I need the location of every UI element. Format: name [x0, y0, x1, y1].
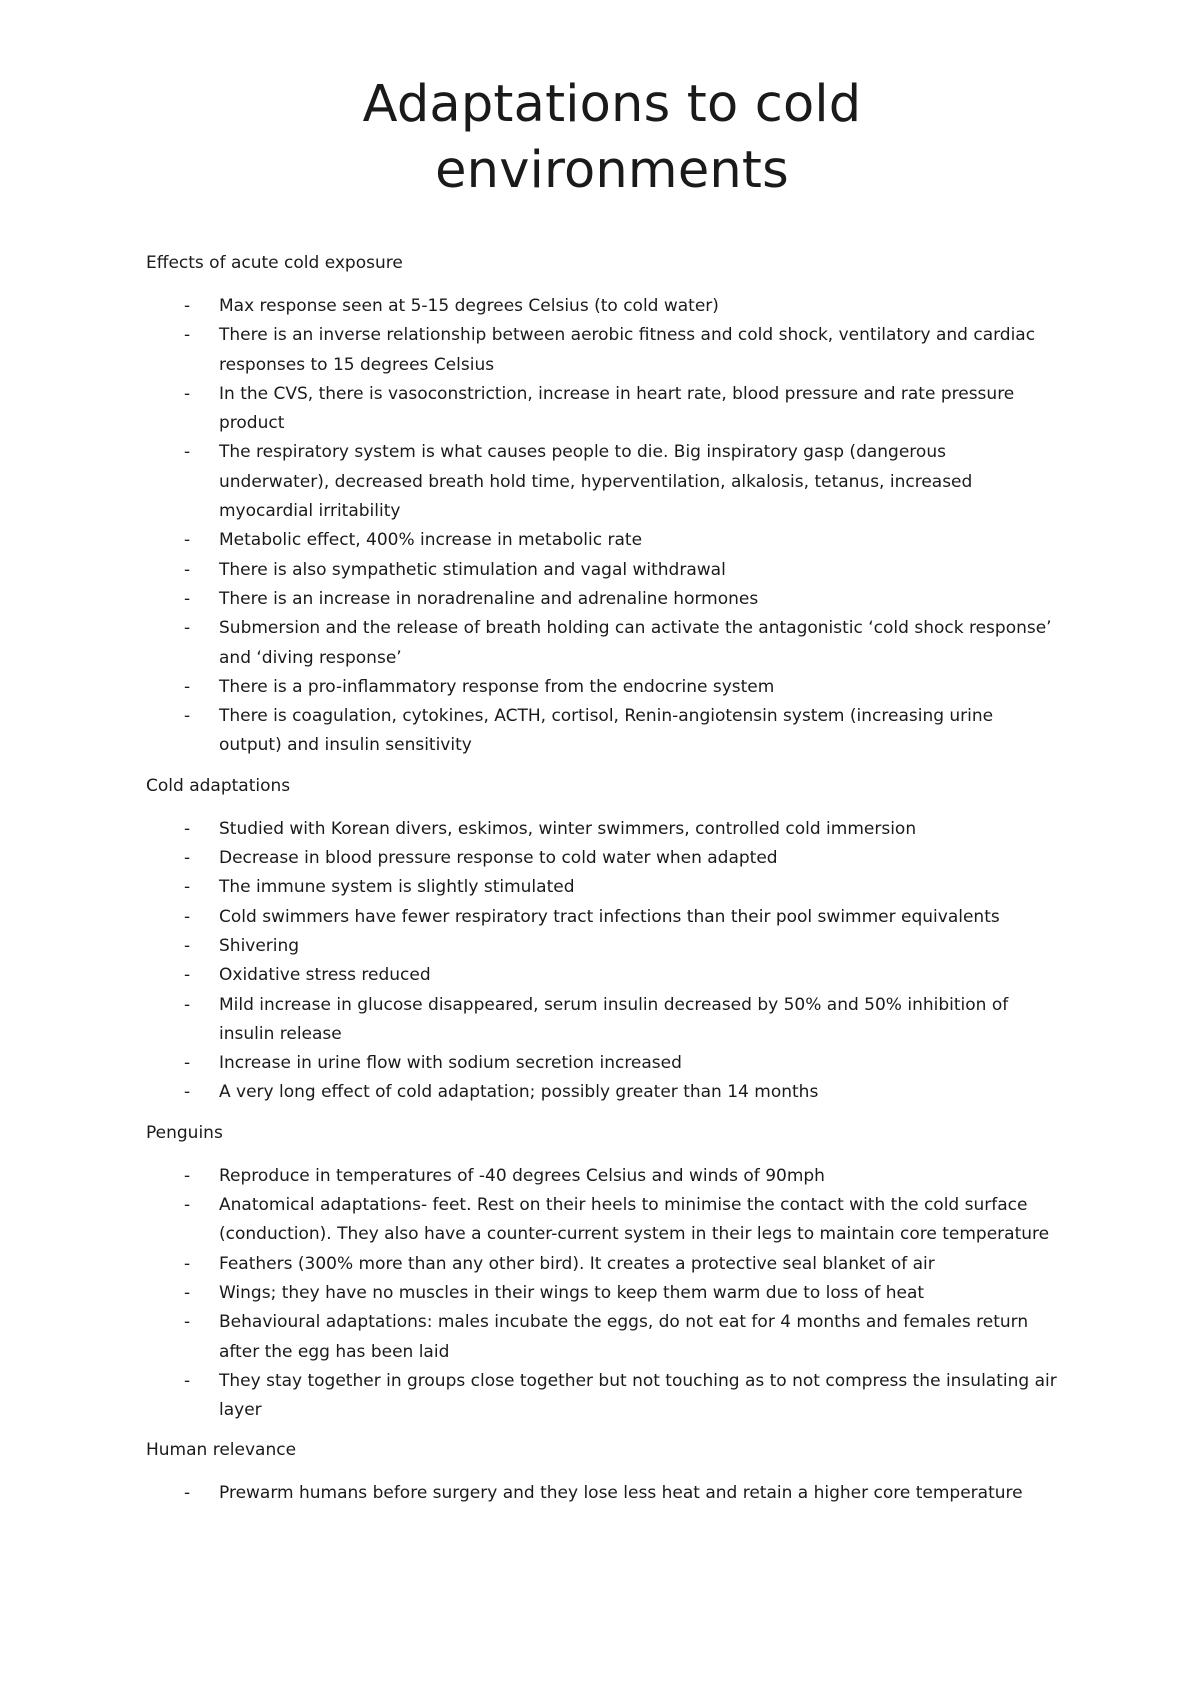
list-item: [146, 380, 1060, 439]
section: [146, 1122, 1060, 1426]
list-item-text: Submersion and the release of breath holding can activate the antagonistic ‘cold shock response’ and ‘diving response’: [219, 618, 1052, 668]
bullet-dash: -: [184, 442, 191, 463]
bullet-dash: -: [184, 1282, 191, 1303]
title-line-2: environments: [435, 141, 789, 200]
bullet-list: [146, 1479, 1060, 1508]
bullet-dash: -: [184, 296, 191, 316]
list-item-text: The respiratory system is what causes people to die. Big inspiratory gasp (dangerous underwater), decreased breath hold time, hyperventilation, alkalosis, tetanus, increased myocardial irritability: [219, 442, 973, 522]
bullet-dash: -: [184, 559, 191, 580]
list-item-text: Wings; they have no muscles in their wings to keep them warm due to loss of heat: [219, 1282, 925, 1303]
list-item-text: There is also sympathetic stimulation and vagal withdrawal: [219, 559, 726, 580]
bullet-list: [146, 815, 1060, 1108]
list-item-text: Behavioural adaptations: males incubate the eggs, do not eat for 4 months and females return after the egg has been laid: [219, 1312, 1029, 1362]
bullet-dash: -: [184, 994, 191, 1015]
page-title: [146, 72, 1060, 204]
list-item-text: Studied with Korean divers, eskimos, winter swimmers, controlled cold immersion: [219, 818, 917, 839]
title-line-1: Adaptations to cold: [362, 75, 862, 134]
sections-container: [146, 252, 1060, 1509]
bullet-list: [146, 292, 1060, 761]
list-item: [146, 815, 1060, 844]
bullet-dash: -: [184, 325, 191, 346]
bullet-dash: -: [184, 1312, 191, 1333]
list-item-text: Metabolic effect, 400% increase in metabolic rate: [219, 530, 643, 551]
list-item: [146, 961, 1060, 990]
list-item: [146, 1367, 1060, 1426]
bullet-dash: -: [184, 530, 191, 551]
list-item: [146, 292, 1060, 321]
bullet-dash: -: [184, 877, 191, 898]
bullet-dash: -: [184, 1082, 191, 1103]
bullet-dash: -: [184, 848, 191, 869]
list-item-text: There is an inverse relationship between aerobic fitness and cold shock, ventilatory and cardiac responses to 15 degrees Celsius: [219, 325, 1036, 375]
list-item: [146, 585, 1060, 614]
section-heading: Human relevance: [146, 1440, 297, 1461]
list-item: [146, 1078, 1060, 1107]
bullet-dash: -: [184, 1165, 191, 1186]
section-heading: Cold adaptations: [146, 775, 291, 796]
bullet-dash: -: [184, 965, 191, 986]
bullet-dash: -: [184, 1053, 191, 1074]
list-item-text: Shivering: [219, 935, 300, 956]
section-heading: Penguins: [146, 1122, 223, 1143]
bullet-dash: -: [184, 906, 191, 927]
list-item-text: The immune system is slightly stimulated: [219, 877, 575, 898]
list-item-text: There is a pro-inflammatory response from the endocrine system: [219, 676, 775, 697]
list-item: [146, 702, 1060, 761]
list-item: [146, 1191, 1060, 1250]
bullet-dash: -: [184, 618, 191, 639]
bullet-dash: -: [184, 383, 191, 404]
list-item: [146, 844, 1060, 873]
list-item: [146, 1250, 1060, 1279]
bullet-dash: -: [184, 935, 191, 956]
list-item-text: Max response seen at 5-15 degrees Celsius (to cold water): [219, 296, 719, 316]
list-item: [146, 673, 1060, 702]
list-item-text: A very long effect of cold adaptation; possibly greater than 14 months: [219, 1082, 819, 1103]
bullet-dash: -: [184, 676, 191, 697]
list-item-text: In the CVS, there is vasoconstriction, increase in heart rate, blood pressure and rate pressure product: [219, 383, 1015, 434]
list-item-text: Mild increase in glucose disappeared, serum insulin decreased by 50% and 50% inhibition of insulin release: [219, 994, 1009, 1044]
list-item-text: Feathers (300% more than any other bird). It creates a protective seal blanket of air: [219, 1253, 935, 1274]
list-item-text: There is an increase in noradrenaline and adrenaline hormones: [219, 588, 759, 609]
section-heading: Effects of acute cold exposure: [146, 253, 403, 273]
list-item: [146, 1162, 1060, 1191]
bullet-dash: -: [184, 1483, 191, 1504]
list-item: [146, 1049, 1060, 1078]
list-item: [146, 526, 1060, 555]
list-item: [146, 991, 1060, 1050]
list-item-text: Cold swimmers have fewer respiratory tract infections than their pool swimmer equivalents: [219, 906, 1000, 927]
bullet-dash: -: [184, 1195, 191, 1216]
bullet-dash: -: [184, 706, 191, 727]
section: [146, 775, 1060, 1108]
list-item-text: There is coagulation, cytokines, ACTH, cortisol, Renin-angiotensin system (increasing urine output) and insulin sensitivity: [219, 706, 994, 756]
list-item-text: Decrease in blood pressure response to cold water when adapted: [219, 848, 778, 869]
list-item-text: Reproduce in temperatures of -40 degrees Celsius and winds of 90mph: [219, 1165, 825, 1186]
list-item-text: They stay together in groups close together but not touching as to not compress the insulating air layer: [219, 1370, 1057, 1421]
bullet-dash: -: [184, 588, 191, 609]
list-item: [146, 903, 1060, 932]
bullet-list: [146, 1162, 1060, 1426]
list-item: [146, 321, 1060, 380]
list-item: [146, 873, 1060, 902]
bullet-dash: -: [184, 1253, 191, 1274]
list-item: [146, 1479, 1060, 1508]
list-item-text: Anatomical adaptations- feet. Rest on their heels to minimise the contact with the cold surface (conduction). They also have a counter-current system in their legs to maintain core temperature: [219, 1195, 1050, 1245]
list-item: [146, 438, 1060, 526]
section: [146, 1439, 1060, 1508]
list-item: [146, 1308, 1060, 1367]
list-item-text: Prewarm humans before surgery and they lose less heat and retain a higher core temperature: [219, 1483, 1023, 1504]
list-item-text: Oxidative stress reduced: [219, 965, 431, 986]
bullet-dash: -: [184, 1370, 191, 1391]
list-item: [146, 1279, 1060, 1308]
bullet-dash: -: [184, 818, 191, 839]
list-item: [146, 614, 1060, 673]
list-item-text: Increase in urine flow with sodium secretion increased: [219, 1053, 682, 1074]
list-item: [146, 556, 1060, 585]
list-item: [146, 932, 1060, 961]
section: [146, 252, 1060, 761]
